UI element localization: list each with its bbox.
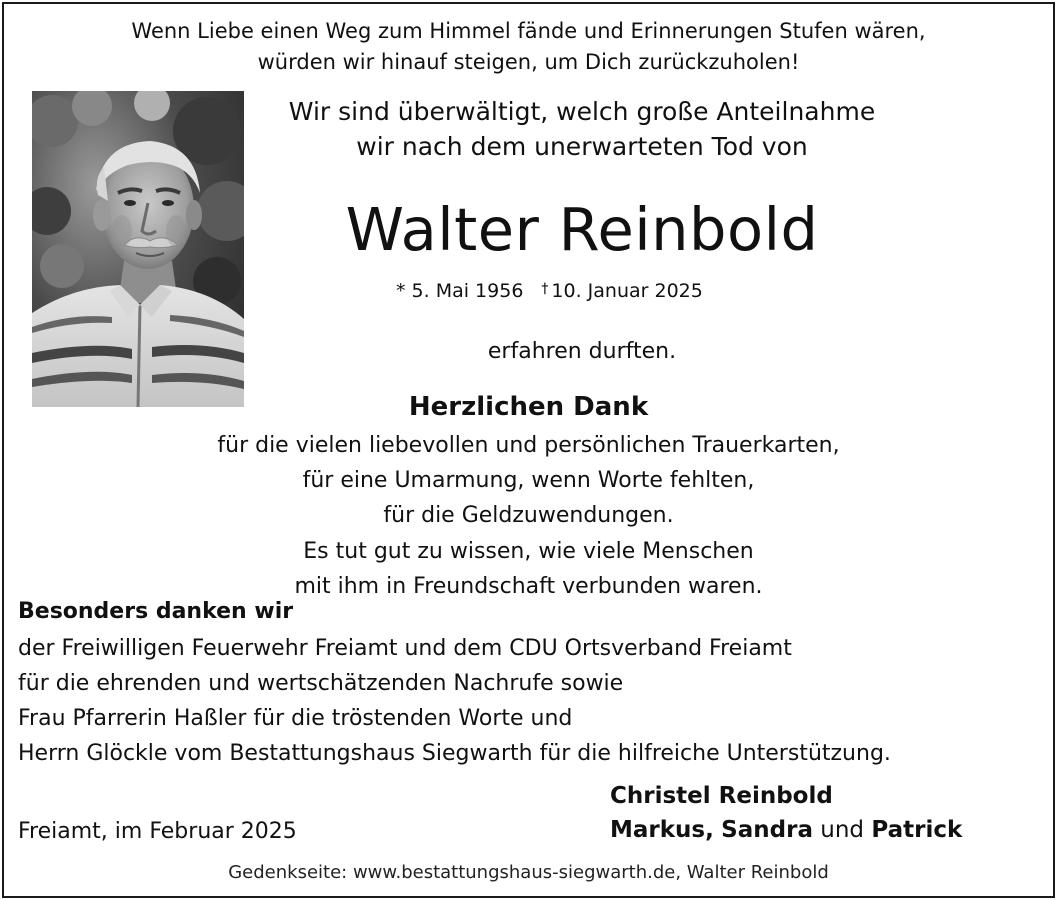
- intro-line-1: Wir sind überwältigt, welch große Anteilnahme: [288, 97, 876, 126]
- signature-name-patrick: Patrick: [871, 817, 963, 843]
- motto: [4, 16, 1053, 78]
- motto-line-2: würden wir hinauf steigen, um Dich zurückzuholen!: [257, 50, 800, 74]
- deceased-name: Walter Reinbold: [345, 195, 819, 264]
- birth-date: * 5. Mai 1956: [396, 280, 524, 302]
- thanks-lines: [4, 428, 1053, 604]
- special-thanks-line: Frau Pfarrerin Haßler für die tröstenden Worte und: [18, 706, 573, 731]
- thanks-line: für die Geldzuwendungen.: [383, 503, 674, 529]
- special-thanks-lines: [18, 631, 891, 771]
- special-thanks-line: Herrn Glöckle vom Bestattungshaus Siegwarth für die hilfreiche Unterstützung.: [18, 741, 891, 766]
- memorial-page-footer: Gedenkseite: www.bestattungshaus-siegwarth.de, Walter Reinbold: [228, 862, 829, 883]
- intro-end: erfahren durften.: [487, 339, 677, 364]
- place-date: Freiamt, im Februar 2025: [18, 819, 297, 844]
- portrait-photo: [32, 91, 244, 407]
- thanks-title: Herzlichen Dank: [408, 392, 649, 422]
- signature-name-markus: Markus,: [610, 817, 714, 843]
- intro-text: [262, 94, 902, 164]
- special-thanks-title: Besonders danken wir: [18, 599, 294, 624]
- thanks-line: für eine Umarmung, wenn Worte fehlten,: [302, 468, 755, 494]
- intro-line-2: wir nach dem unerwarteten Tod von: [356, 132, 808, 161]
- signature-line-1: Christel Reinbold: [610, 783, 833, 809]
- signature-joiner: und: [820, 817, 865, 843]
- life-dates: [396, 275, 703, 305]
- obituary-card: [2, 2, 1055, 898]
- motto-line-1: Wenn Liebe einen Weg zum Himmel fände und Erinnerungen Stufen wären,: [131, 19, 926, 43]
- signature-name-sandra: Sandra: [721, 817, 813, 843]
- thanks-line: für die vielen liebevollen und persönlichen Trauerkarten,: [217, 433, 840, 458]
- thanks-line: Es tut gut zu wissen, wie viele Menschen: [303, 538, 754, 564]
- special-thanks-line: für die ehrenden und wertschätzenden Nachrufe sowie: [18, 671, 624, 696]
- signature-line-2: [610, 814, 962, 846]
- thanks-line: mit ihm in Freundschaft verbunden waren.: [294, 573, 763, 599]
- death-cross-icon: †: [541, 281, 549, 297]
- death-date: 10. Januar 2025: [551, 280, 703, 302]
- special-thanks-line: der Freiwilligen Feuerwehr Freiamt und dem CDU Ortsverband Freiamt: [18, 636, 792, 661]
